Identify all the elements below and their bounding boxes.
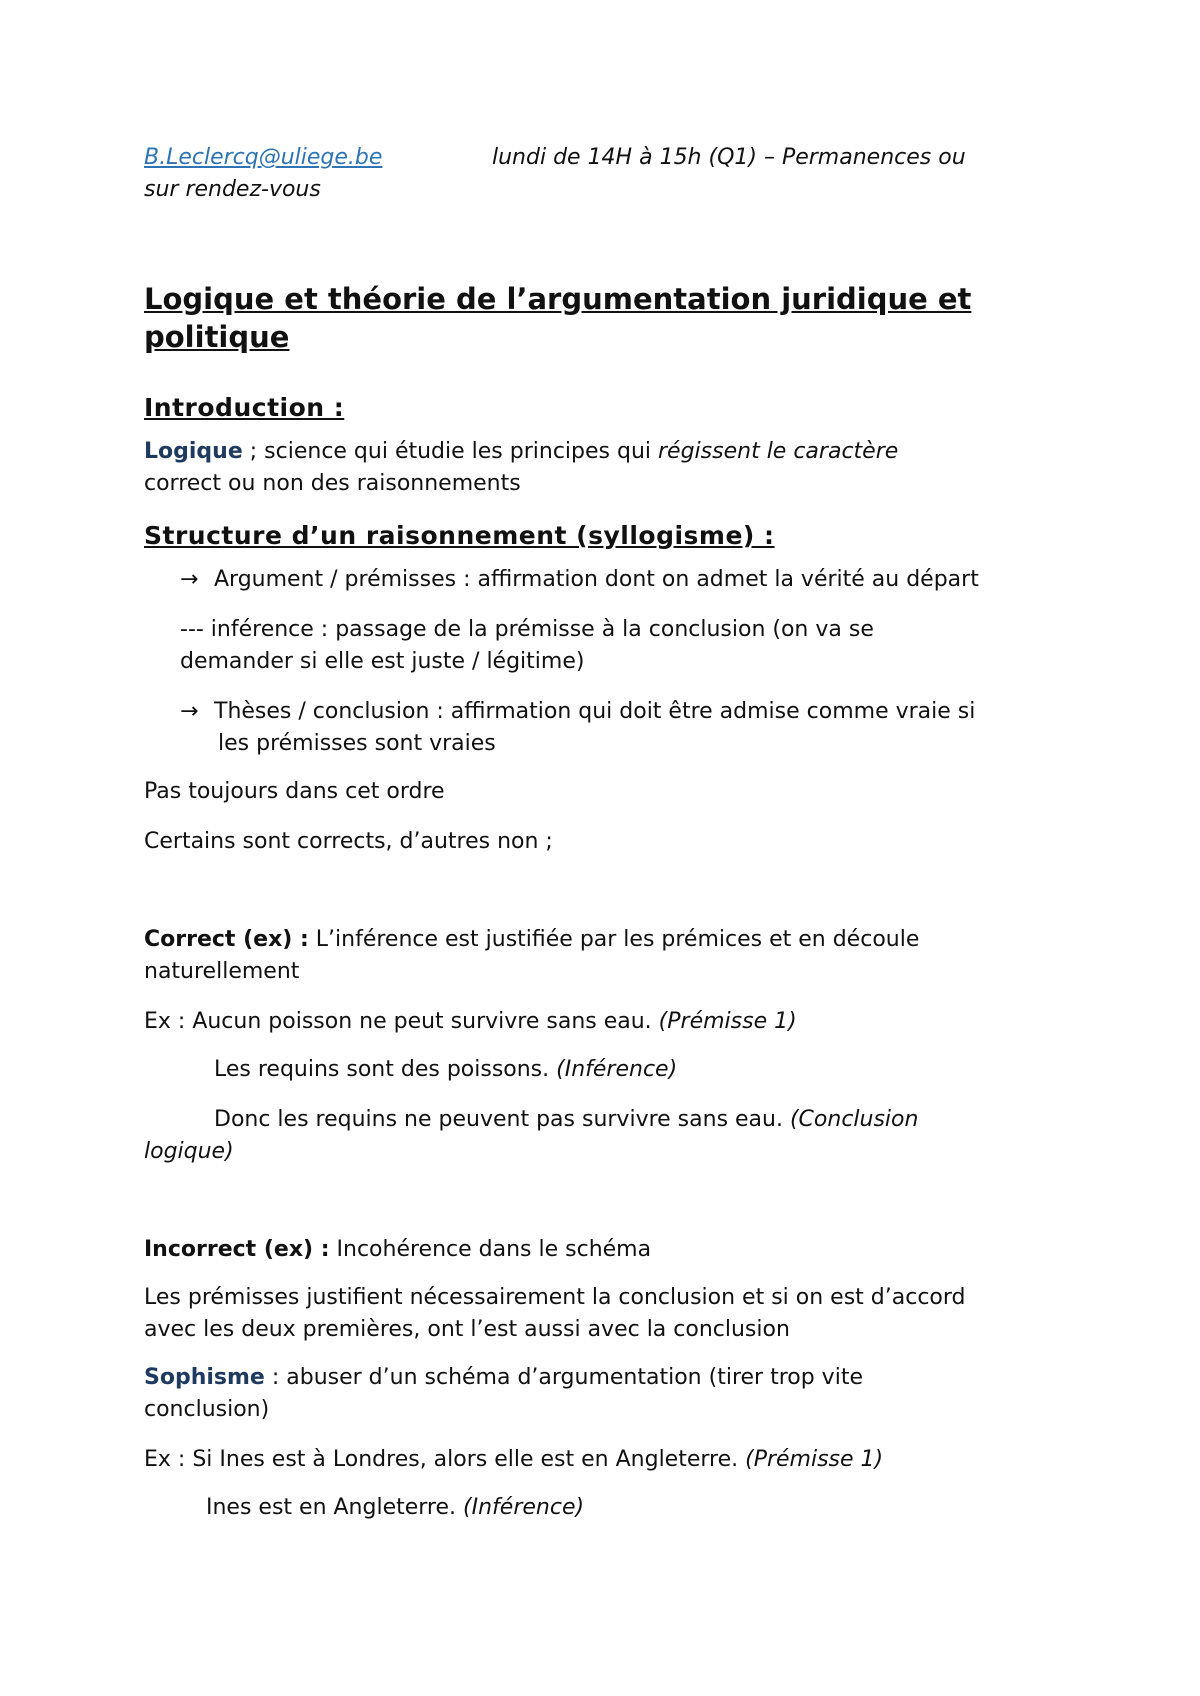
arrow-right-icon: → [180,699,199,724]
document-title-line2: politique [144,320,290,354]
intro-definition-line1 [144,436,898,468]
incorrect-text: Incohérence dans le schéma [329,1237,652,1262]
incorrect-paragraph-line1: Les prémisses justifient nécessairement la conclusion et si on est d’accord [144,1285,966,1310]
sophisme-line1 [144,1362,863,1394]
structure-item-argument-text: Argument / prémisses : affirmation dont on admet la vérité au départ [214,567,979,592]
correct-ex2-text: Les requins sont des poissons. [214,1057,557,1082]
sophisme-example-premise [144,1444,883,1476]
structure-heading: Structure d’un raisonnement (syllogisme) : [144,521,775,550]
correct-line2: naturellement [144,959,300,984]
sophisme-ex1-text: Ex : Si Ines est à Londres, alors elle est en Angleterre. [144,1447,746,1472]
contact-line [144,142,382,174]
incorrect-line [144,1234,651,1266]
sophisme-def: : abuser d’un schéma d’argumentation (tirer trop vite [264,1365,863,1390]
term-sophisme: Sophisme [144,1365,265,1390]
sophisme-ex1-tag: (Prémisse 1) [745,1447,884,1472]
structure-item-argument [180,564,979,596]
document-title-line1: Logique et théorie de l’argumentation juridique et [144,282,972,316]
correct-line1 [144,924,919,956]
sophisme-example-inference [206,1492,584,1524]
correct-example-inference [214,1054,677,1086]
correct-example-premise [144,1006,797,1038]
structure-item-inference-line2: demander si elle est juste / légitime) [180,649,585,674]
structure-item-these-line1 [180,696,975,728]
structure-item-these-line2: les prémisses sont vraies [218,731,496,756]
sophisme-line2: conclusion) [144,1397,270,1422]
sophisme-ex2-text: Ines est en Angleterre. [206,1495,464,1520]
intro-def-italic: régissent le caractère [658,439,899,464]
correct-text: L’inférence est justifiée par les prémices et en découle [308,927,920,952]
intro-heading: Introduction : [144,393,345,422]
structure-note-correctness: Certains sont corrects, d’autres non ; [144,829,553,854]
intro-definition-line2: correct ou non des raisonnements [144,471,521,496]
email-link[interactable]: B.Leclercq@uliege.be [144,145,383,170]
correct-example-conclusion-line2: logique) [144,1139,234,1164]
correct-label: Correct (ex) : [144,927,309,952]
arrow-right-icon: → [180,567,199,592]
correct-example-conclusion [214,1104,918,1136]
correct-ex3-tag: (Conclusion [789,1107,919,1132]
sophisme-ex2-tag: (Inférence) [463,1495,585,1520]
term-logique: Logique [144,439,243,464]
correct-ex2-tag: (Inférence) [556,1057,678,1082]
incorrect-paragraph-line2: avec les deux premières, ont l’est aussi avec la conclusion [144,1317,790,1342]
structure-note-order: Pas toujours dans cet ordre [144,779,445,804]
correct-ex3-text: Donc les requins ne peuvent pas survivre sans eau. [214,1107,790,1132]
office-hours-line1: lundi de 14H à 15h (Q1) – Permanences ou [492,145,966,170]
structure-item-inference-line1: --- inférence : passage de la prémisse à la conclusion (on va se [180,617,874,642]
incorrect-label: Incorrect (ex) : [144,1237,330,1262]
intro-def-text: ; science qui étudie les principes qui [242,439,659,464]
correct-ex1-tag: (Prémisse 1) [658,1009,797,1034]
structure-item-these-text: Thèses / conclusion : affirmation qui doit être admise comme vraie si [214,699,976,724]
office-hours-line2: sur rendez-vous [144,177,321,202]
correct-ex1-text: Ex : Aucun poisson ne peut survivre sans eau. [144,1009,659,1034]
